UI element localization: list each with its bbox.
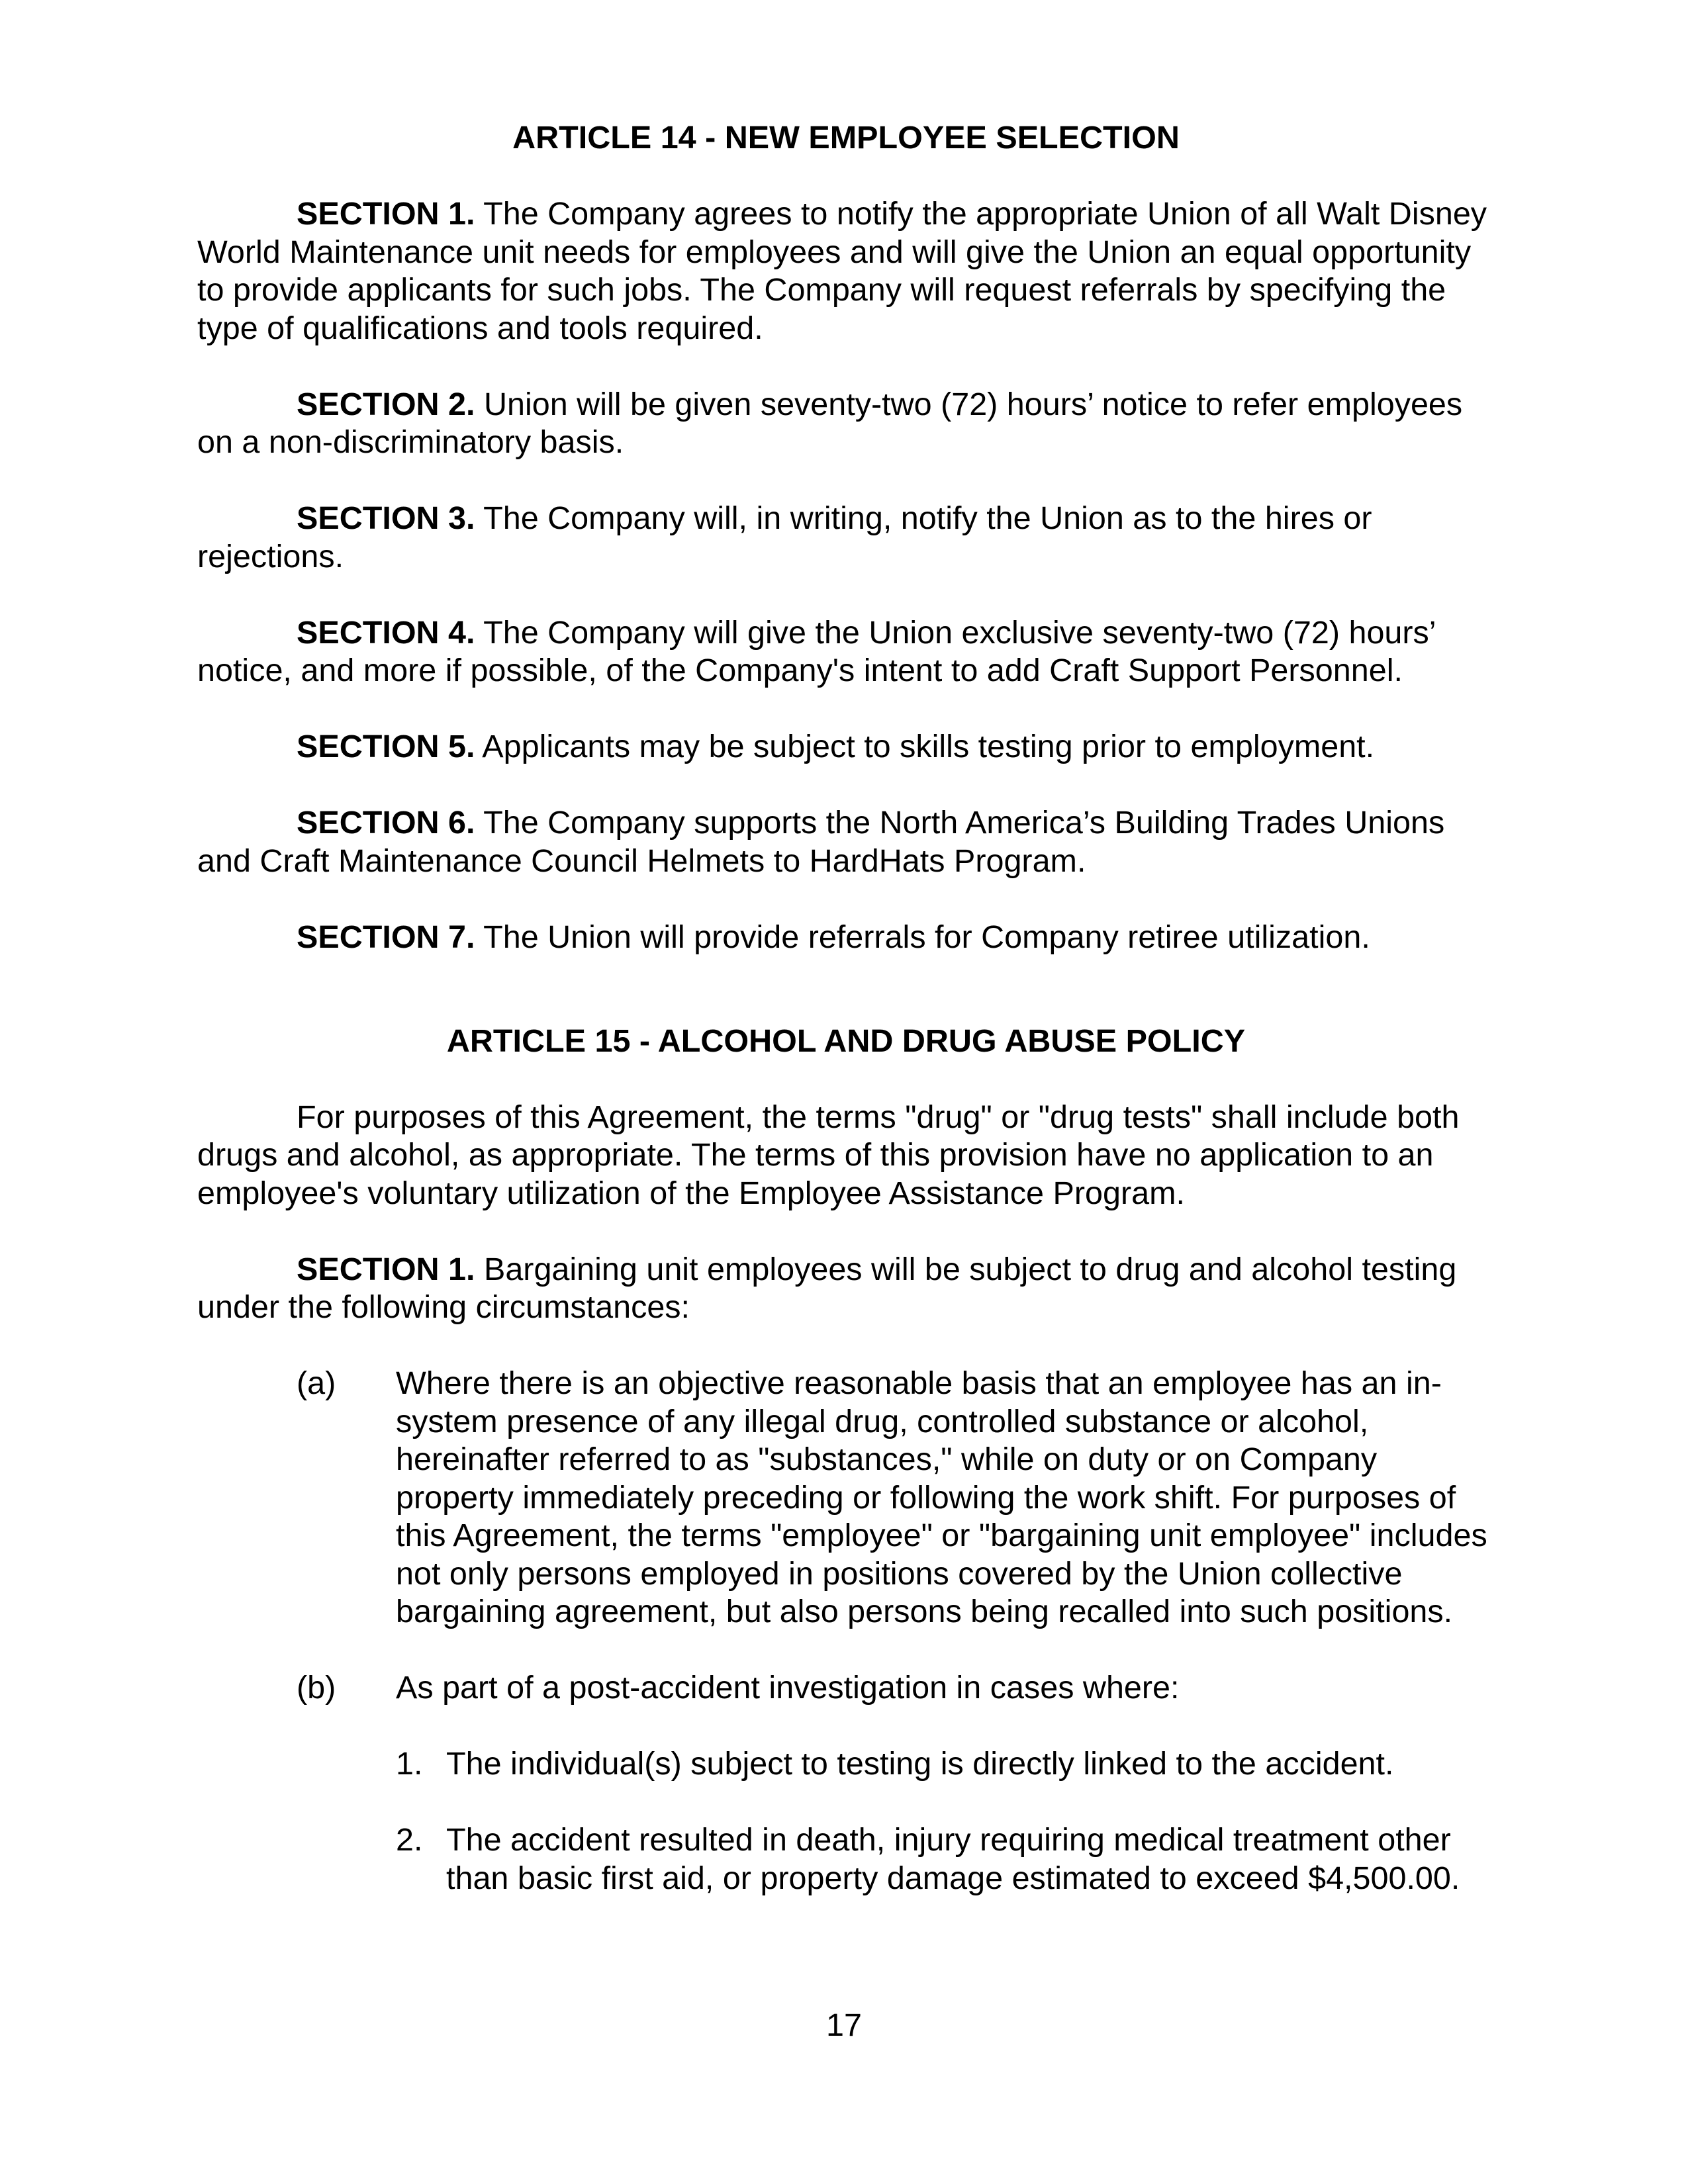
section-text: Bargaining unit employees will be subject to drug and alcohol testing under the following circumstances: — [197, 1251, 1457, 1325]
article-14-section-6 — [197, 804, 1495, 880]
article-15-intro: For purposes of this Agreement, the terms "drug" or "drug tests" shall include both drugs and alcohol, as appropriate. The terms of this provision have no application to an employee's voluntary utilization of the Employee Assistance Program. — [197, 1099, 1460, 1211]
sub-item-number: 2. — [396, 1822, 423, 1858]
section-text: The Company will give the Union exclusive seventy-two (72) hours’ notice, and more if possible, of the Company's intent to add Craft Support Personnel. — [197, 614, 1435, 688]
sub-item-text: The accident resulted in death, injury requiring medical treatment other than basic first aid, or property damage estimated to exceed $4,500.00. — [446, 1822, 1460, 1896]
section-label: SECTION 1. — [297, 196, 475, 232]
article-14-section-7 — [197, 919, 1495, 957]
sub-item-number: 1. — [396, 1746, 423, 1782]
page-number: 17 — [826, 2007, 862, 2043]
list-item-b — [197, 1669, 1495, 1707]
sub-item-text: The individual(s) subject to testing is directly linked to the accident. — [446, 1746, 1394, 1782]
article-15-section-1 — [197, 1251, 1495, 1327]
section-label: SECTION 7. — [297, 919, 475, 955]
article-14-section-5 — [197, 728, 1495, 766]
section-label: SECTION 5. — [297, 729, 475, 764]
section-text: Applicants may be subject to skills testing prior to employment. — [475, 729, 1375, 764]
section-text: Union will be given seventy-two (72) hours’ notice to refer employees on a non-discriminatory basis. — [197, 386, 1463, 460]
section-text: The Company agrees to notify the appropriate Union of all Walt Disney World Maintenance unit needs for employees and will give the Union an equal opportunity to provide applicants for such jobs. The Company will request referrals by specifying the type of qualifications and tools required. — [197, 196, 1487, 346]
article-14-section-2 — [197, 386, 1495, 462]
list-item-a — [197, 1365, 1495, 1631]
section-label: SECTION 3. — [297, 500, 475, 536]
document-page — [197, 119, 1495, 1936]
section-text: The Company will, in writing, notify the Union as to the hires or rejections. — [197, 500, 1372, 574]
section-label: SECTION 2. — [297, 386, 475, 422]
list-marker: (b) — [297, 1670, 336, 1706]
list-item-text: As part of a post-accident investigation in cases where: — [396, 1670, 1180, 1706]
section-text: The Union will provide referrals for Company retiree utilization. — [475, 919, 1370, 955]
sub-item-1 — [197, 1745, 1495, 1784]
list-marker: (a) — [297, 1365, 336, 1401]
article-15-title: ARTICLE 15 - ALCOHOL AND DRUG ABUSE POLICY — [446, 1023, 1246, 1059]
section-text: The Company supports the North America’s Building Trades Unions and Craft Maintenance Council Helmets to HardHats Program. — [197, 805, 1445, 879]
article-14-section-3 — [197, 500, 1495, 576]
article-14-section-4 — [197, 614, 1495, 690]
article-14-section-1 — [197, 195, 1495, 347]
section-label: SECTION 6. — [297, 805, 475, 841]
sub-item-2 — [197, 1821, 1495, 1897]
article-spacer — [197, 995, 1495, 1023]
list-item-text: Where there is an objective reasonable basis that an employee has an in-system presence of any illegal drug, controlled substance or alcohol, hereinafter referred to as "substances," while on duty or on Company property immediately preceding or following the work shift. For purposes of this Agreement, the terms "employee" or "bargaining unit employee" includes not only persons employed in positions covered by the Union collective bargaining agreement, but also persons being recalled into such positions. — [396, 1365, 1487, 1629]
section-label: SECTION 4. — [297, 614, 475, 651]
article-14-title: ARTICLE 14 - NEW EMPLOYEE SELECTION — [512, 120, 1180, 156]
section-label: SECTION 1. — [297, 1251, 475, 1287]
